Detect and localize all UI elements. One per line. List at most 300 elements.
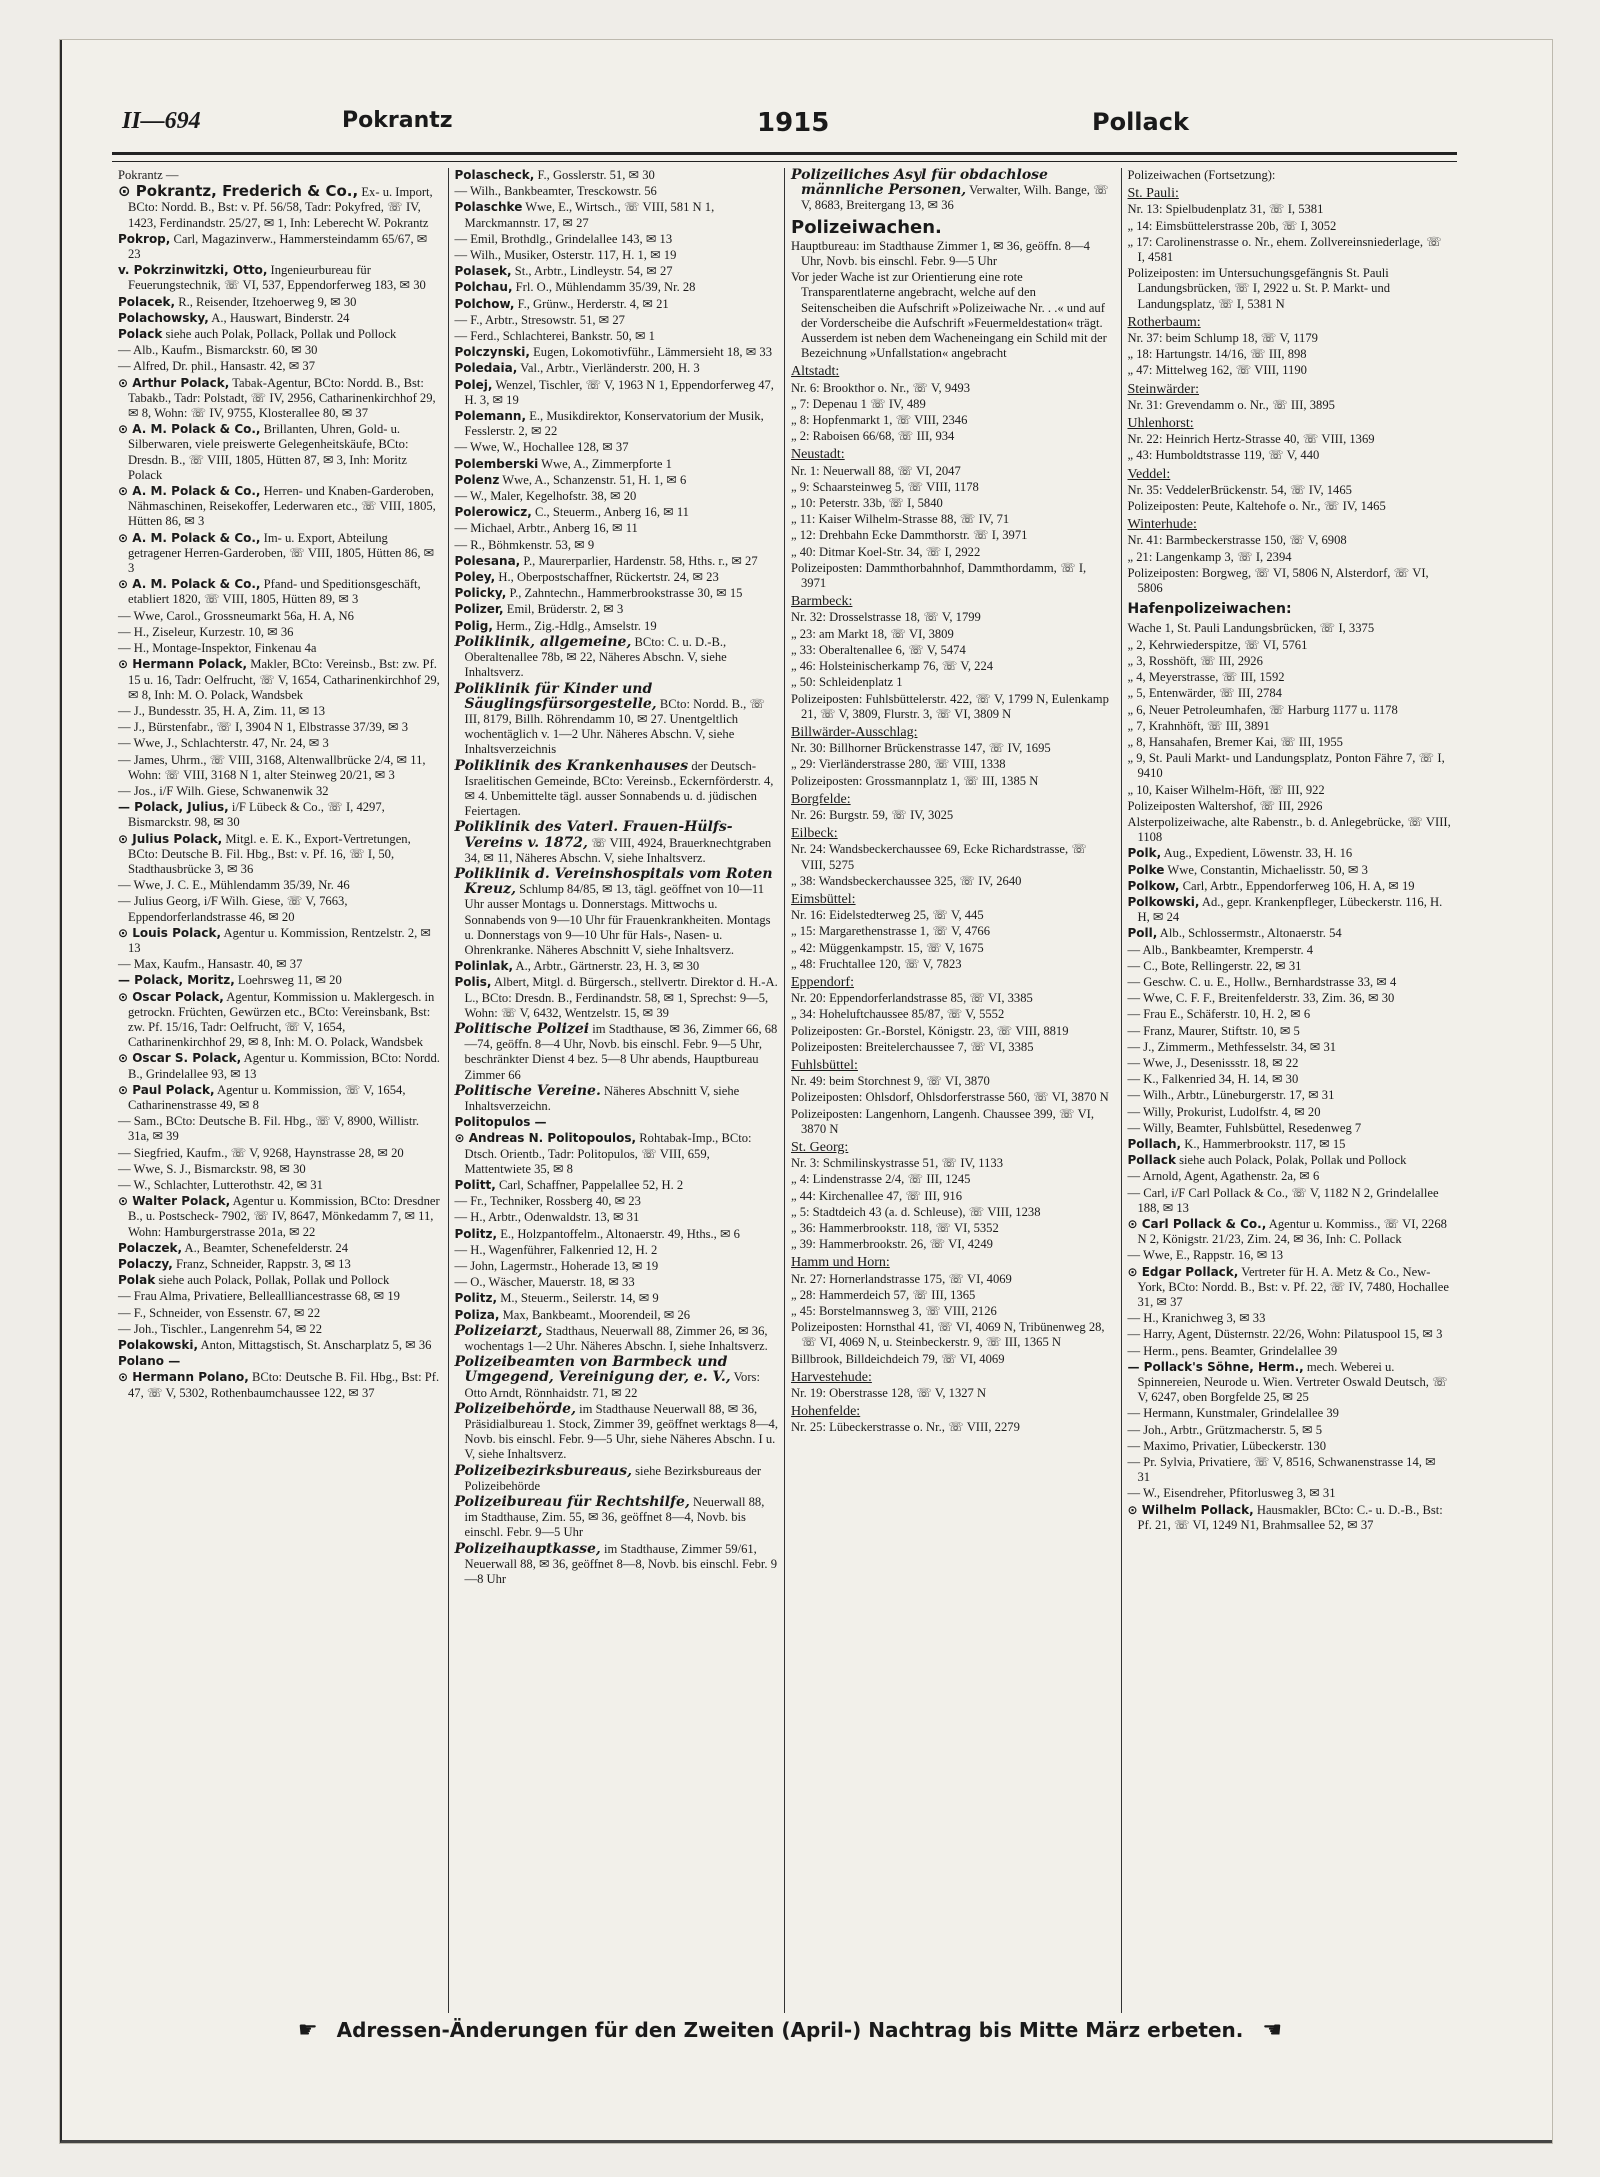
district-heading: Rotherbaum: xyxy=(1127,314,1201,330)
entry-text: — Wwe, S. J., Bismarckstr. 98, ✉ 30 xyxy=(118,1161,306,1176)
entry-name: Policky, xyxy=(454,586,507,601)
directory-entry xyxy=(455,570,779,585)
entry-name: Polizeihauptkasse, xyxy=(454,1540,601,1557)
directory-entry xyxy=(118,1051,442,1081)
entry-name: Polk, xyxy=(1127,846,1162,861)
district-heading: St. Georg: xyxy=(791,1139,849,1155)
entry-name: Polaschke xyxy=(454,200,523,215)
entry-text: — C., Bote, Rellingerstr. 22, ✉ 31 xyxy=(1127,958,1302,973)
entry-text: Herren- und Knaben-Garderoben, Nähmaschinen, Reisekoffer, Lederwaren etc., ☏ VIII, 1805, Hütten 86, ✉ 3 xyxy=(128,484,436,529)
entry-name: Polacek, xyxy=(118,294,176,309)
entry-text: Agentur u. Kommission, Rentzelstr. 2, ✉ 13 xyxy=(128,925,431,955)
directory-entry xyxy=(455,345,779,360)
directory-entry xyxy=(791,1272,1115,1287)
district-heading: Winterhude: xyxy=(1127,517,1197,533)
entry-name: Polaczy, xyxy=(118,1257,173,1272)
directory-entry xyxy=(455,473,779,488)
entry-text: K., Hammerbrookstr. 117, ✉ 15 xyxy=(1184,1136,1346,1151)
directory-entry xyxy=(118,295,442,310)
entry-text: „ 15: Margarethenstrasse 1, ☏ V, 4766 xyxy=(791,924,991,939)
directory-entry xyxy=(455,975,779,1021)
directory-entry xyxy=(455,378,779,408)
entry-text: Wache 1, St. Pauli Landungsbrücken, ☏ I, 3375 xyxy=(1127,621,1375,636)
directory-entry xyxy=(455,1115,779,1130)
directory-entry xyxy=(118,800,442,830)
directory-entry xyxy=(1128,1153,1452,1168)
directory-entry xyxy=(1128,331,1452,346)
district-heading: St. Pauli: xyxy=(1127,186,1179,202)
entry-text: — H., Ziseleur, Kurzestr. 10, ✉ 36 xyxy=(118,624,294,639)
entry-name: — Polack, Moritz, xyxy=(118,973,235,988)
directory-entry xyxy=(791,741,1115,756)
district-heading: Eimsbüttel: xyxy=(791,891,856,907)
column-4 xyxy=(1122,168,1458,2013)
directory-entry xyxy=(1128,1503,1452,1533)
entry-text: — W., Eisendreher, Pfitorlusweg 3, ✉ 31 xyxy=(1127,1486,1336,1501)
entry-text: Nr. 25: Lübeckerstrasse o. Nr., ☏ VIII, 2279 xyxy=(791,1420,1020,1435)
directory-entry xyxy=(1128,235,1452,265)
directory-entry xyxy=(791,874,1115,889)
entry-name: Poll, xyxy=(1127,926,1158,941)
entry-text: i/F Lübeck & Co., ☏ I, 4297, Bismarckstr. 98, ✉ 30 xyxy=(128,800,385,830)
directory-entry xyxy=(455,1542,779,1588)
directory-entry xyxy=(118,168,442,183)
entry-text: Rohtabak-Imp., BCto: Dtsch. Orientb., Tadr: Politopulos, ☏ VIII, 659, Mattentwiete 35, ✉ 8 xyxy=(464,1131,752,1176)
directory-entry xyxy=(118,736,442,751)
entry-text: Frl. O., Mühlendamm 35/39, Nr. 28 xyxy=(515,280,696,295)
entry-name: Polizeiliches Asyl für obdachlose männliche Personen, xyxy=(791,168,1048,199)
entry-name: v. Pokrzinwitzki, Otto, xyxy=(118,263,268,278)
entry-name: ⊙ Walter Polack, xyxy=(118,1194,231,1209)
directory-entry xyxy=(1128,1327,1452,1342)
entry-text: — Wwe, J., Desenissstr. 18, ✉ 22 xyxy=(1127,1055,1299,1070)
entry-text: — O., Wäscher, Mauerstr. 18, ✉ 33 xyxy=(454,1275,635,1290)
district-heading: Fuhlsbüttel: xyxy=(791,1057,858,1073)
directory-entry xyxy=(1128,432,1452,447)
directory-entry xyxy=(791,512,1115,527)
directory-entry xyxy=(455,200,779,230)
entry-text: Polizeiposten: Dammthorbahnhof, Dammthordamm, ☏ I, 3971 xyxy=(791,560,1087,591)
entry-text: — Wilh., Bankbeamter, Tresckowstr. 56 xyxy=(454,184,657,199)
entry-text: Agentur, Kommission u. Maklergesch. in getrockn. Früchten, Gewürzen etc., BCto: Vereinsbank, Bst: zw. Pf. 15/16, Tadr: Oelfrucht, ☏ V, 1654, Catharinenkirchhof 29, ✉ 8, Inh: M. O. Polack, Wandsbek xyxy=(128,989,435,1050)
entry-text: Nr. 35: VeddelerBrückenstr. 54, ☏ IV, 1465 xyxy=(1127,482,1352,497)
entry-text: „ 34: Hoheluftchaussee 85/87, ☏ V, 5552 xyxy=(791,1007,1005,1022)
directory-entry xyxy=(1128,533,1452,548)
directory-entry xyxy=(1128,1217,1452,1247)
directory-entry xyxy=(1128,1248,1452,1263)
district-heading: Uhlenhorst: xyxy=(1127,416,1194,432)
entry-name: Poliklinik d. Vereinshospitals vom Roten Kreuz, xyxy=(454,865,773,898)
directory-entry xyxy=(1128,1311,1452,1326)
directory-entry xyxy=(1128,363,1452,378)
directory-entry xyxy=(791,239,1115,269)
entry-text: „ 6, Neuer Petroleumhafen, ☏ Harburg 1177 u. 1178 xyxy=(1127,702,1398,717)
directory-entry xyxy=(1128,863,1452,878)
entry-text: — Franz, Maurer, Stiftstr. 10, ✉ 5 xyxy=(1127,1023,1300,1038)
entry-text: Agentur u. Kommission, BCto: Dresdner B., u. Postscheck- 7902, ☏ IV, 8647, Mönkedamm 7, ✉ 11, Wohn: Hamburgerstrasse 201a, ✉ 22 xyxy=(128,1194,440,1239)
entry-text: Pokrantz — xyxy=(118,168,179,182)
directory-entry xyxy=(791,924,1115,939)
directory-entry xyxy=(791,1040,1115,1055)
directory-entry xyxy=(118,1194,442,1240)
directory-entry xyxy=(791,1221,1115,1236)
entry-text: — K., Falkenried 34, H. 14, ✉ 30 xyxy=(1127,1072,1299,1087)
directory-entry xyxy=(118,1114,442,1144)
entry-text: — Julius Georg, i/F Wilh. Giese, ☏ V, 7663, Eppendorferlandstrasse 46, ✉ 20 xyxy=(118,894,348,924)
directory-entry xyxy=(455,759,779,820)
entry-text: — Herm., pens. Beamter, Grindelallee 39 xyxy=(1127,1343,1338,1358)
directory-entry xyxy=(1128,1105,1452,1120)
directory-entry xyxy=(118,1354,442,1369)
directory-entry xyxy=(455,248,779,263)
entry-text: H., Oberpostschaffner, Rückertstr. 24, ✉ 23 xyxy=(498,570,719,585)
directory-entry xyxy=(1128,751,1452,781)
directory-entry xyxy=(455,619,779,634)
entry-name: Polaczek, xyxy=(118,1240,183,1255)
directory-entry xyxy=(791,1074,1115,1089)
directory-entry xyxy=(118,531,442,577)
entry-name: ⊙ Oscar S. Polack, xyxy=(118,1051,242,1066)
entry-text: Schlump 84/85, ✉ 13, tägl. geöffnet von 10—11 Uhr ausser Montags u. Donnerstags. Mittwochs u. Sonnabends von 9—10 Uhr für Frauenkrankheiten. Montags u. Donnerstags von 9—10 Uhr für Hals-, Nasen- u. Ohrenkranke. Näheres Abschnitt V, siehe Inhaltsverz. xyxy=(464,882,771,957)
district-heading: Barmbeck: xyxy=(791,594,853,610)
entry-text: C., Steuerm., Anberg 16, ✉ 11 xyxy=(534,505,689,520)
entry-name: Polkowski, xyxy=(1127,894,1200,909)
directory-entry xyxy=(1128,566,1452,596)
directory-entry xyxy=(1128,799,1452,814)
entry-name: ⊙ A. M. Polack & Co., xyxy=(118,484,261,499)
directory-entry xyxy=(791,528,1115,543)
entry-text: Carl, Schaffner, Pappelallee 52, H. 2 xyxy=(498,1178,684,1192)
entry-text: BCto: Nordd. B., ☏ III, 8179, Billh. Röhrendamm 10, ✉ 27. Unentgeltlich wochentäglich v. 1—2 Uhr. Näheres Abschn. V, siehe Inhaltsverzeichnis xyxy=(464,696,766,757)
directory-entry xyxy=(791,908,1115,923)
entry-text: — Wwe, J., Schlachterstr. 47, Nr. 24, ✉ 3 xyxy=(118,736,329,751)
directory-entry xyxy=(791,1304,1115,1319)
entry-name: Polemann, xyxy=(454,409,527,424)
directory-entry xyxy=(118,609,442,624)
directory-entry xyxy=(455,280,779,295)
entry-text: Polizeiposten: Peute, Kaltehofe o. Nr., ☏ IV, 1465 xyxy=(1127,499,1386,514)
entry-text: — John, Lagermstr., Hoherade 13, ✉ 19 xyxy=(454,1259,659,1274)
directory-entry xyxy=(118,1273,442,1288)
entry-text: Polizeiwachen (Fortsetzung): xyxy=(1127,168,1276,182)
entry-name: Pollack xyxy=(1127,1153,1176,1168)
entry-name: Polak xyxy=(118,1273,156,1288)
entry-name: — Polack, Julius, xyxy=(118,800,229,815)
entry-text: Vors: Otto Arndt, Rönnhaidstr. 71, ✉ 22 xyxy=(464,1370,760,1400)
entry-name: Pokrop, xyxy=(118,231,171,246)
entry-name: Polke xyxy=(1127,862,1165,877)
entry-text: Albert, Mitgl. d. Bürgersch., stellvertr. Direktor d. H.-A. L., BCto: Dresdn. B., Ferdinandstr. 58, ✉ 1, Sprechst: 9—5, Wohn: ☏ V, 6432, Wentzelstr. 15, ✉ 39 xyxy=(464,975,778,1020)
directory-entry xyxy=(1128,846,1452,861)
directory-entry xyxy=(791,1007,1115,1022)
entry-text: — Carl, i/F Carl Pollack & Co., ☏ V, 1182 N 2, Grindelallee 188, ✉ 13 xyxy=(1127,1185,1439,1215)
directory-entry xyxy=(455,297,779,312)
column-3 xyxy=(785,168,1122,2013)
directory-entry xyxy=(455,168,779,183)
entry-name: ⊙ Hermann Polano, xyxy=(118,1370,249,1385)
directory-entry xyxy=(118,1370,442,1400)
page-number: II—694 xyxy=(122,108,201,134)
directory-entry xyxy=(1128,895,1452,925)
directory-entry xyxy=(1128,1072,1452,1087)
entry-text: Polizeiposten: Langenhorn, Langenh. Chaussee 399, ☏ VI, 3870 N xyxy=(791,1106,1095,1136)
entry-text: — J., Zimmerm., Methfesselstr. 34, ✉ 31 xyxy=(1127,1039,1337,1054)
entry-text: Alsterpolizeiwache, alte Rabenstr., b. d. Anlegebrücke, ☏ VIII, 1108 xyxy=(1127,814,1451,845)
directory-entry xyxy=(455,1084,779,1114)
entry-text: Neuerwall 88, im Stadthause, Zim. 55, ✉ 36, geöffnet 8—4, Novb. bis einschl. Febr. 9—5 Uhr xyxy=(464,1495,765,1540)
directory-entry xyxy=(791,692,1115,722)
entry-text: Verwalter, Wilh. Bange, ☏ V, 8683, Breitergang 13, ✉ 36 xyxy=(801,183,1109,213)
entry-text: Wwe, Constantin, Michaelisstr. 50, ✉ 3 xyxy=(1167,862,1368,877)
pointing-hand-right-icon: ☛ xyxy=(297,2018,318,2043)
entry-text: Herm., Zig.-Hdlg., Amselstr. 19 xyxy=(496,618,657,633)
entry-name: Poliza, xyxy=(454,1307,500,1322)
entry-name: Polizeibehörde, xyxy=(454,1400,576,1417)
entry-text: Polizeiposten: Borgweg, ☏ VI, 5806 N, Alsterdorf, ☏ VI, 5806 xyxy=(1127,565,1429,596)
entry-text: siehe auch Polack, Polak, Pollak und Pollock xyxy=(1179,1153,1407,1168)
entry-name: Polizeiarzt, xyxy=(454,1322,543,1339)
entry-name: Polascheck, xyxy=(454,168,535,182)
entry-text: Vor jeder Wache ist zur Orientierung eine rote Transparentlaterne angebracht, welche auf den Seitenscheiben die Aufschrift »Polizeiwache Nr. . .« und auf der Vorderscheibe die Aufschrift »Feuermeldestation« trägt. Ausserdem ist neben dem Wacheneingang ein Schild mit der Bezeichnung »Unfallstation« angebracht xyxy=(791,270,1107,361)
directory-entry xyxy=(791,480,1115,495)
district-heading: Altstadt: xyxy=(791,364,840,380)
directory-entry xyxy=(1128,1406,1452,1421)
entry-text: siehe auch Polak, Pollack, Pollak und Pollock xyxy=(165,327,397,342)
entry-name: Polerowicz, xyxy=(454,505,532,520)
directory-entry xyxy=(1128,1121,1452,1136)
entry-name: Polchau, xyxy=(454,280,513,295)
entry-text: A., Hauswart, Binderstr. 24 xyxy=(211,310,350,325)
directory-entry xyxy=(1128,550,1452,565)
entry-text: „ 23: am Markt 18, ☏ VI, 3809 xyxy=(791,626,954,641)
directory-entry xyxy=(118,376,442,422)
entry-text: — J., Bürstenfabr., ☏ I, 3904 N 1, Elbstrasse 37/39, ✉ 3 xyxy=(118,720,409,735)
directory-entry xyxy=(791,1320,1115,1350)
entry-text: Nr. 31: Grevendamm o. Nr., ☏ III, 3895 xyxy=(1127,397,1335,412)
entry-name: Polej, xyxy=(454,377,493,392)
directory-entry xyxy=(118,957,442,972)
directory-entry xyxy=(455,1022,779,1083)
entry-text: „ 7, Krahnhöft, ☏ III, 3891 xyxy=(1127,718,1270,733)
directory-entry xyxy=(1128,347,1452,362)
entry-text: — Harry, Agent, Düsternstr. 22/26, Wohn: Pilatuspool 15, ✉ 3 xyxy=(1127,1327,1443,1342)
district-heading: Hamm und Horn: xyxy=(791,1255,890,1271)
entry-text: „ 44: Kirchenallee 47, ☏ III, 916 xyxy=(791,1188,963,1203)
entry-text: E., Holzpantoffelm., Altonaerstr. 49, Hths., ✉ 6 xyxy=(500,1226,740,1241)
directory-entry xyxy=(118,878,442,893)
entry-name: ⊙ A. M. Polack & Co., xyxy=(118,422,261,437)
entry-text: Polizeiposten: Gr.-Borstel, Königstr. 23, ☏ VIII, 8819 xyxy=(791,1023,1069,1038)
directory-entry xyxy=(791,842,1115,872)
directory-entry xyxy=(455,361,779,376)
directory-entry xyxy=(455,184,779,199)
directory-entry xyxy=(118,232,442,262)
entry-text: „ 7: Depenau 1 ☏ IV, 489 xyxy=(791,396,926,411)
column-1 xyxy=(112,168,449,2013)
entry-name: Poliklinik des Krankenhauses xyxy=(454,757,689,774)
entry-name: Politische Polizei xyxy=(454,1020,590,1037)
entry-name: Polis, xyxy=(454,975,492,990)
directory-entry xyxy=(791,429,1115,444)
entry-text: „ 8, Hansahafen, Bremer Kai, ☏ III, 1955 xyxy=(1127,734,1343,749)
entry-text: Mitgl. e. E. K., Export-Vertretungen, BCto: Deutsche B. Fil. Hbg., Bst: v. Pf. 16, ☏ I, 50, Stadthausbrücke 3, ✉ 36 xyxy=(128,831,411,876)
entry-name: ⊙ Wilhelm Pollack, xyxy=(1127,1502,1254,1517)
directory-entry xyxy=(455,457,779,472)
entry-text: M., Steuerm., Seilerstr. 14, ✉ 9 xyxy=(500,1291,659,1306)
entry-text: Nr. 37: beim Schlump 18, ☏ V, 1179 xyxy=(1127,331,1318,346)
entry-name: ⊙ Julius Polack, xyxy=(118,831,223,846)
directory-entry xyxy=(791,1420,1115,1435)
directory-entry xyxy=(1128,266,1452,312)
entry-text: Emil, Brüderstr. 2, ✉ 3 xyxy=(506,602,624,617)
entry-name: Polizer, xyxy=(454,602,504,617)
directory-entry xyxy=(455,505,779,520)
directory-entry xyxy=(118,184,442,231)
entry-name: Politopulos — xyxy=(454,1115,547,1130)
entry-text: im Stadthause, Zimmer 59/61, Neuerwall 88, ✉ 36, geöffnet 8—8, Novb. bis einschl. Febr. 9—8 Uhr xyxy=(464,1541,778,1587)
directory-entry xyxy=(455,521,779,536)
entry-text: — Fr., Techniker, Rossberg 40, ✉ 23 xyxy=(454,1194,641,1209)
entry-text: Polizeiposten Waltershof, ☏ III, 2926 xyxy=(1127,798,1323,813)
directory-entry xyxy=(791,941,1115,956)
column-2 xyxy=(449,168,786,2013)
entry-text: Ingenieurbureau für Feuerungstechnik, ☏ VI, 537, Eppendorferweg 183, ✉ 30 xyxy=(128,263,426,293)
entry-name: Polachowsky, xyxy=(118,310,209,325)
entry-name: Polchow, xyxy=(454,296,515,311)
directory-entry xyxy=(1128,654,1452,669)
entry-text: Aug., Expedient, Löwenstr. 33, H. 16 xyxy=(1163,846,1353,861)
entry-text: — Wwe, Carol., Grossneumarkt 56a, H. A, N6 xyxy=(118,608,354,623)
directory-entry xyxy=(455,1402,779,1463)
directory-entry xyxy=(118,657,442,703)
section-title: Polizeiwachen. xyxy=(791,216,942,238)
entry-text: „ 40: Ditmar Koel-Str. 34, ☏ I, 2922 xyxy=(791,544,981,559)
entry-text: Nr. 1: Neuerwall 88, ☏ VI, 2047 xyxy=(791,463,961,478)
directory-entry xyxy=(1128,1088,1452,1103)
entry-text: Wwe, A., Schanzenstr. 51, H. 1, ✉ 6 xyxy=(502,472,687,487)
entry-text: „ 47: Mittelweg 162, ☏ VIII, 1190 xyxy=(1127,363,1307,378)
directory-entry xyxy=(1128,926,1452,941)
directory-entry xyxy=(791,627,1115,642)
entry-text: — Sam., BCto: Deutsche B. Fil. Hbg., ☏ V, 8900, Willistr. 31a, ✉ 39 xyxy=(118,1114,420,1144)
entry-text: „ 14: Eimsbüttelerstrasse 20b, ☏ I, 3052 xyxy=(1127,218,1337,233)
directory-entry xyxy=(791,413,1115,428)
directory-entry xyxy=(118,784,442,799)
entry-text: — James, Uhrm., ☏ VIII, 3168, Altenwallbrücke 2/4, ✉ 11, Wohn: ☏ VIII, 3168 N 1, alter Steinweg 20/21, ✉ 3 xyxy=(118,752,426,782)
entry-text: Anton, Mittagstisch, St. Anscharplatz 5, ✉ 36 xyxy=(200,1338,432,1353)
directory-entry xyxy=(118,1241,442,1256)
entry-name: ⊙ A. M. Polack & Co., xyxy=(118,530,261,545)
directory-entry xyxy=(791,381,1115,396)
directory-entry xyxy=(118,641,442,656)
directory-entry xyxy=(791,991,1115,1006)
entry-name: Polizeibureau für Rechtshilfe, xyxy=(454,1494,690,1511)
entry-text: Brillanten, Uhren, Gold- u. Silberwaren, viele preiswerte Gelegenheitskäufe, BCto: Dresdn. B., ☏ VIII, 1805, Hütten 87, ✉ 3, Inh: Moritz Polack xyxy=(128,422,409,482)
directory-entry xyxy=(791,496,1115,511)
entry-name: Politz, xyxy=(454,1226,498,1241)
entry-text: „ 10: Peterstr. 33b, ☏ I, 5840 xyxy=(791,496,943,511)
directory-entry xyxy=(455,1131,779,1177)
entry-name: Polano — xyxy=(118,1354,181,1369)
entry-text: Stadthaus, Neuerwall 88, Zimmer 26, ✉ 36, wochentags 1—2 Uhr. Näheres Abschn. I, siehe Inhaltsverz. xyxy=(464,1323,768,1354)
directory-entry xyxy=(118,422,442,483)
directory-entry xyxy=(455,1308,779,1323)
directory-entry xyxy=(455,635,779,681)
entry-text: „ 50: Schleidenplatz 1 xyxy=(791,675,903,690)
entry-text: siehe Bezirksbureaus der Polizeibehörde xyxy=(464,1463,762,1493)
district-heading: Eppendorf: xyxy=(791,974,854,990)
entry-text: Agentur u. Kommission, ☏ V, 1654, Catharinenstrasse 49, ✉ 8 xyxy=(128,1082,406,1112)
directory-entry xyxy=(1128,703,1452,718)
entry-text: Nr. 24: Wandsbeckerchaussee 69, Ecke Richardstrasse, ☏ VIII, 5275 xyxy=(791,842,1088,872)
entry-text: Agentur u. Kommiss., ☏ VI, 2268 N 2, Königstr. 21/23, Zim. 24, ✉ 36, Inh: C. Pollack xyxy=(1137,1217,1447,1247)
entry-text: Nr. 6: Brookthor o. Nr., ☏ V, 9493 xyxy=(791,380,971,395)
entry-text: — Pr. Sylvia, Privatiere, ☏ V, 8516, Schwanenstrasse 14, ✉ 31 xyxy=(1127,1455,1436,1485)
entry-name: Polizeibezirksbureaus, xyxy=(454,1462,632,1479)
entry-text: — Alb., Kaufm., Bismarckstr. 60, ✉ 30 xyxy=(118,343,318,358)
directory-entry xyxy=(455,329,779,344)
directory-entry xyxy=(791,1189,1115,1204)
entry-text: Pfand- und Speditionsgeschäft, etabliert 1820, ☏ VIII, 1805, Hütten 89, ✉ 3 xyxy=(128,577,421,607)
directory-entry xyxy=(791,1107,1115,1137)
directory-entry xyxy=(118,1306,442,1321)
directory-entry xyxy=(455,586,779,601)
directory-entry xyxy=(1128,1040,1452,1055)
entry-text: „ 3, Rosshöft, ☏ III, 2926 xyxy=(1127,653,1263,668)
directory-entry xyxy=(1128,448,1452,463)
directory-entry xyxy=(455,602,779,617)
directory-entry xyxy=(791,774,1115,789)
entry-text: — Frau Alma, Privatiere, Belleallliancestrasse 68, ✉ 19 xyxy=(118,1289,400,1304)
directory-entry xyxy=(791,1352,1115,1367)
directory-entry xyxy=(791,1386,1115,1401)
directory-entry xyxy=(455,1291,779,1306)
directory-entry xyxy=(118,832,442,878)
entry-text: Billbrook, Billdeichdeich 79, ☏ VI, 4069 xyxy=(791,1351,1005,1366)
entry-name: Politische Vereine. xyxy=(454,1082,601,1099)
entry-text: — R., Böhmkenstr. 53, ✉ 9 xyxy=(454,537,595,552)
directory-entry xyxy=(1128,1186,1452,1216)
entry-text: mech. Weberei u. Spinnereien, Neurode u. Wien. Vertreter Oswald Deutsch, ☏ V, 6247, oben Borgfelde 25, ✉ 25 xyxy=(1137,1359,1448,1405)
directory-entry xyxy=(455,1495,779,1541)
entry-name: Polesana, xyxy=(454,553,521,568)
directory-entry xyxy=(791,1024,1115,1039)
directory-entry xyxy=(118,359,442,374)
entry-text: Ex- u. Import, BCto: Nordd. B., Bst: v. Pf. 56/58, Tadr: Pokyfred, ☏ IV, 1423, Ferdinandstr. 25/27, ✉ 1, Inh: Leberecht W. Pokrantz xyxy=(128,185,433,230)
entry-text: Hauptbureau: im Stadthause Zimmer 1, ✉ 36, geöffn. 8—4 Uhr, Novb. bis einschl. Febr. 9—5 Uhr xyxy=(791,238,1090,269)
entry-text: Loehrsweg 11, ✉ 20 xyxy=(237,973,342,988)
entry-text: Näheres Abschnitt V, siehe Inhaltsverzeichn. xyxy=(464,1083,740,1113)
entry-text: — Geschw. C. u. E., Hollw., Bernhardstrasse 33, ✉ 4 xyxy=(1127,974,1397,989)
entry-name: ⊙ Louis Polack, xyxy=(118,925,222,940)
directory-entry xyxy=(791,1288,1115,1303)
entry-text: Nr. 20: Eppendorferlandstrasse 85, ☏ VI, 3385 xyxy=(791,991,1033,1006)
entry-name: Polenz xyxy=(454,472,500,487)
entry-text: Nr. 32: Drosselstrasse 18, ☏ V, 1799 xyxy=(791,610,981,625)
entry-text: Max, Bankbeamt., Moorendeil, ✉ 26 xyxy=(502,1307,691,1322)
entry-text: Eugen, Lokomotivführ., Lämmersieht 18, ✉ 33 xyxy=(533,345,773,360)
entry-text: — Wwe, J. C. E., Mühlendamm 35/39, Nr. 46 xyxy=(118,878,350,893)
entry-text: „ 18: Hartungstr. 14/16, ☏ III, 898 xyxy=(1127,347,1307,362)
entry-text: F., Grünw., Herderstr. 4, ✉ 21 xyxy=(517,296,669,311)
directory-entry xyxy=(1128,735,1452,750)
entry-text: Polizeiposten: Ohlsdorf, Ohlsdorferstrasse 560, ☏ VI, 3870 N xyxy=(791,1090,1109,1105)
entry-name: Polakowski, xyxy=(118,1338,199,1353)
entry-name: Polack xyxy=(118,327,163,342)
entry-text: Polizeiposten: im Untersuchungsgefängnis St. Pauli Landungsbrücken, ☏ I, 2922 u. St. P. Markt- und Landungsplatz, ☏ I, 5381 N xyxy=(1127,266,1391,311)
directory-entry xyxy=(1128,1024,1452,1039)
entry-text: Carl, Arbtr., Eppendorferweg 106, H. A, ✉ 19 xyxy=(1182,878,1415,893)
